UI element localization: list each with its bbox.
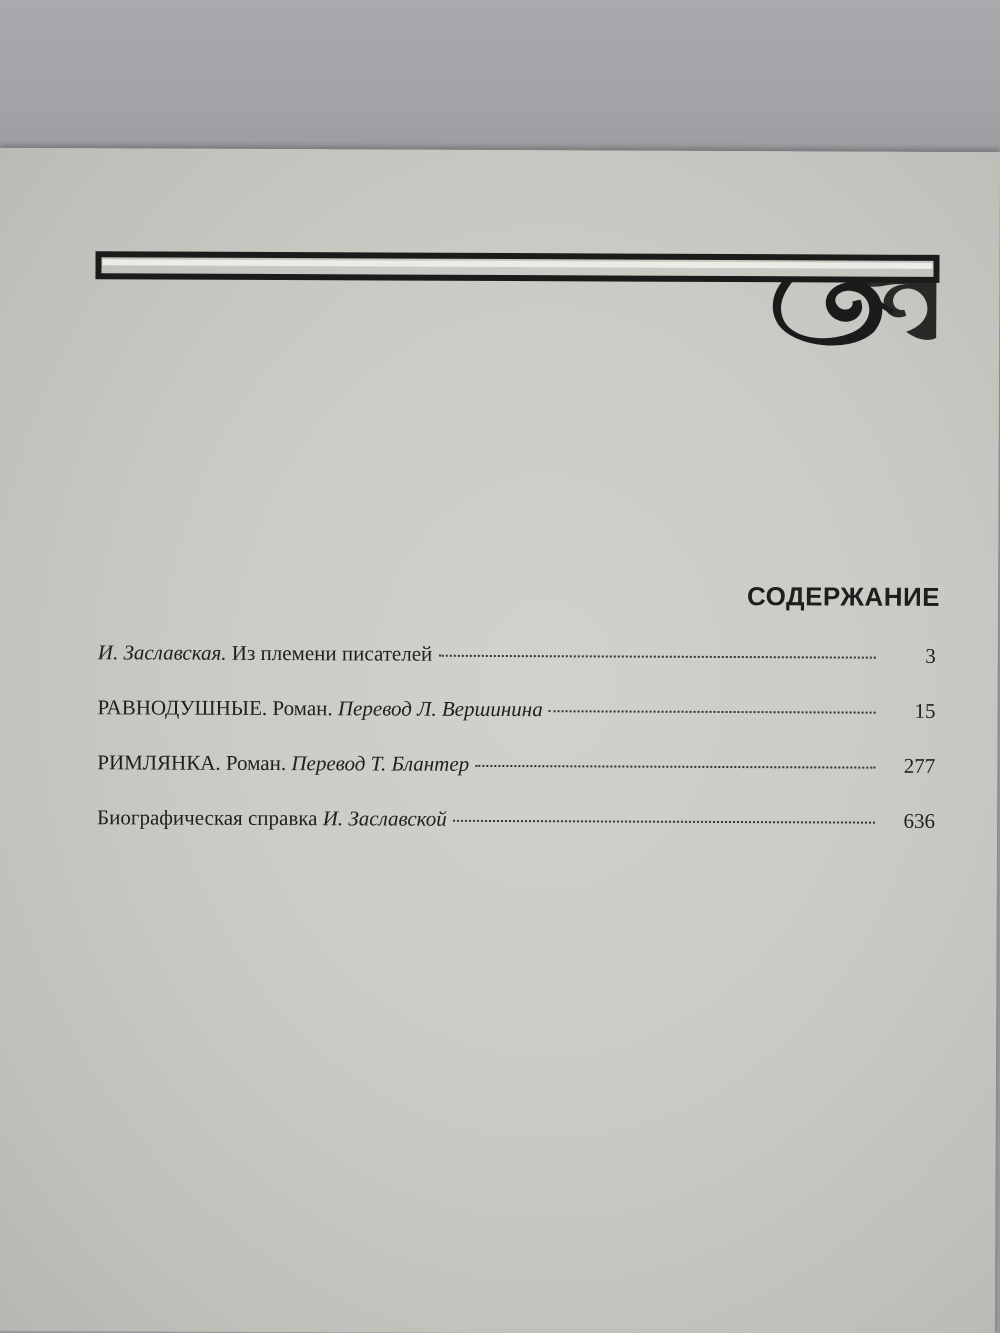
toc-entry	[97, 750, 935, 809]
toc-entry-text	[98, 695, 543, 722]
toc-entry-text	[97, 805, 447, 832]
toc-entry	[98, 640, 936, 699]
toc-entry-translator: Перевод Л. Вершинина	[337, 696, 543, 722]
toc-entry-text	[98, 640, 433, 666]
toc-entry-author: И. Заславская.	[97, 640, 227, 665]
toc-entry-text	[97, 750, 469, 777]
toc-entry-author: И. Заславской	[322, 806, 447, 831]
toc-page-number: 636	[903, 808, 936, 833]
toc-leader-dots	[453, 820, 875, 824]
toc-entry-title: Биографическая справка	[97, 805, 323, 831]
toc-entry-translator: Перевод Т. Блантер	[291, 751, 470, 776]
toc-page-number: 277	[903, 753, 936, 778]
toc-leader-dots	[475, 765, 875, 769]
toc-page-number: 15	[914, 698, 936, 723]
table-of-contents	[97, 640, 936, 864]
toc-heading: СОДЕРЖАНИЕ	[747, 581, 941, 612]
ornament-scroll	[773, 279, 937, 346]
toc-entry	[97, 805, 935, 864]
toc-leader-dots	[549, 710, 876, 713]
toc-entry-title: РИМЛЯНКА. Роман.	[97, 750, 292, 776]
toc-entry	[97, 695, 935, 754]
book-page	[0, 148, 1000, 1333]
toc-entry-title: РАВНОДУШНЫЕ. Роман.	[97, 695, 338, 721]
scroll-bracket-ornament-icon	[94, 248, 944, 347]
toc-page-number: 3	[925, 643, 936, 668]
toc-entry-title: Из племени писателей	[226, 640, 433, 666]
toc-leader-dots	[438, 655, 876, 659]
